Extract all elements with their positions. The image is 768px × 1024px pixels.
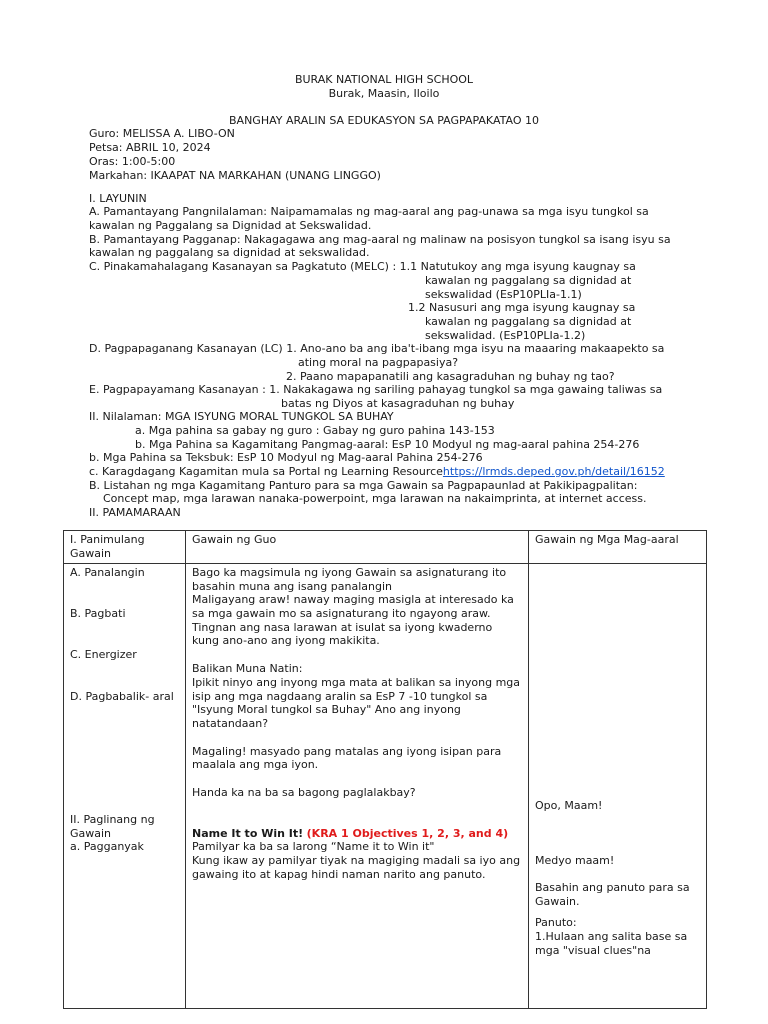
school-name: BURAK NATIONAL HIGH SCHOOL <box>294 73 474 86</box>
melc-line: kawalan ng paggalang sa dignidad at <box>425 315 632 328</box>
activity-title: Name It to Win It! (KRA 1 Objectives 1, 2, 3, and 4) <box>192 826 509 840</box>
learning-competency-line: 2. Paano mapapanatili ang kasagraduhan ng buhay ng tao? <box>286 370 615 383</box>
school-address: Burak, Maasin, Iloilo <box>328 87 440 100</box>
lesson-time: Oras: 1:00-5:00 <box>89 155 176 168</box>
performance-standard-line: B. Pamantayang Pagganap: Nakagagawa ang mag-aaral ng malinaw na posisyon tungkol sa isang isyu sa <box>89 233 671 246</box>
pamamaraan-heading: II. PAMAMARAAN <box>89 506 181 519</box>
table-header-row <box>64 531 707 564</box>
reference-line <box>89 465 665 479</box>
learning-competency-line: D. Pagpapaganang Kasanayan (LC) 1. Ano-ano ba ang iba't-ibang mga isyu na maaaring makaapekto sa <box>89 342 665 355</box>
teacher-name: Guro: MELISSA A. LIBO-ON <box>89 127 235 140</box>
melc-line: 1.2 Nasusuri ang mga isyung kaugnay sa <box>408 301 636 314</box>
melc-line: sekswalidad. (EsP10PLIa-1.2) <box>425 329 586 342</box>
phase-label: Gawain <box>70 826 112 840</box>
teacher-activity-cell: Bago ka magsimula ng iyong Gawain sa asignaturang ito basahin muna ang isang panalangin Maligayang araw! naway maging masigla at interesado ka sa mga gawain mo sa asignaturang ito ngayong araw. Tingnan ang nasa larawan at isulat sa iyong kwaderno kung ano-ano ang iyong makikita. Balikan Muna Natin: Ipikit ninyo ang inyong mga mata at balikan sa inyong mga isip ang mga nagdaang aralin sa EsP 7 -10 tungkol sa "Isyung Moral tungkol sa Buhay" Ano ang inyong natatandaan? Magaling! masyado pang matalas ang iyong isipan para maalala ang mga iyon. Handa ka na ba sa bagong paglalakbay? Name It to Win It! (KRA 1 Objectives 1, 2, 3, and 4) Pamilyar ka ba sa larong “Name it to Win it" Kung ikaw ay pamilyar tiyak na magiging madali sa iyo ang gawaing ito at kapag hindi naman narito ang panuto. <box>186 563 529 1008</box>
table-header-cell: I. Panimulang Gawain <box>64 531 186 564</box>
activity-phase-cell <box>64 563 186 1008</box>
student-activity-cell: Opo, Maam! Medyo maam! Basahin ang panuto para sa Gawain. Panuto: 1.Hulaan ang salita base sa mga "visual clues"na <box>529 563 707 1008</box>
document-title: BANGHAY ARALIN SA EDUKASYON SA PAGPAPAKATAO 10 <box>229 114 539 127</box>
enrichment-line: batas ng Diyos at kasagraduhan ng buhay <box>281 397 515 410</box>
materials-line: Concept map, mga larawan nanaka-powerpoint, mga larawan na nakaimprinta, at internet access. <box>103 492 647 505</box>
table-header-cell: Gawain ng Mga Mag-aaral <box>529 531 707 564</box>
phase-label: A. Panalangin <box>70 565 145 579</box>
melc-line: kawalan ng paggalang sa dignidad at <box>425 274 632 287</box>
learning-resource-link[interactable]: https://lrmds.deped.gov.ph/detail/16152 <box>442 465 665 478</box>
materials-line: B. Listahan ng mga Kagamitang Panturo para sa mga Gawain sa Pagpapaunlad at Pakikipagpalitan: <box>89 479 638 492</box>
phase-label: C. Energizer <box>70 647 137 661</box>
layunin-heading: I. LAYUNIN <box>89 192 147 205</box>
content-standard-line: kawalan ng Paggalang sa Dignidad at Sekswalidad. <box>89 219 372 232</box>
enrichment-line: E. Pagpapayamang Kasanayan : 1. Nakakagawa ng sariling pahayag tungkol sa mga gawaing taliwas sa <box>89 383 663 396</box>
reference-line: b. Mga Pahina sa Teksbuk: EsP 10 Modyul ng Mag-aaral Pahina 254-276 <box>89 451 483 464</box>
lesson-date: Petsa: ABRIL 10, 2024 <box>89 141 211 154</box>
phase-label: a. Pagganyak <box>70 839 144 853</box>
reference-line: a. Mga pahina sa gabay ng guro : Gabay ng guro pahina 143-153 <box>135 424 495 437</box>
phase-label: D. Pagbabalik- aral <box>70 689 174 703</box>
table-header-cell: Gawain ng Guo <box>186 531 529 564</box>
performance-standard-line: kawalan ng paggalang sa dignidad at sekswalidad. <box>89 246 370 259</box>
procedure-table <box>63 530 707 1009</box>
table-row <box>64 563 707 1008</box>
phase-label: B. Pagbati <box>70 606 126 620</box>
nilalaman-heading: II. Nilalaman: MGA ISYUNG MORAL TUNGKOL SA BUHAY <box>89 410 394 423</box>
learning-resource-text: c. Karagdagang Kagamitan mula sa Portal ng Learning Resource <box>89 465 443 478</box>
phase-label: II. Paglinang ng <box>70 812 155 826</box>
grading-period: Markahan: IKAAPAT NA MARKAHAN (UNANG LINGGO) <box>89 169 381 182</box>
melc-line: C. Pinakamahalagang Kasanayan sa Pagkatuto (MELC) : 1.1 Natutukoy ang mga isyung kaugnay sa <box>89 260 636 273</box>
kra-objectives: (KRA 1 Objectives 1, 2, 3, and 4) <box>306 826 509 840</box>
melc-line: sekswalidad (EsP10PLIa-1.1) <box>425 288 582 301</box>
learning-competency-line: ating moral na pagpapasiya? <box>298 356 459 369</box>
reference-line: b. Mga Pahina sa Kagamitang Pangmag-aaral: EsP 10 Modyul ng mag-aaral pahina 254-276 <box>135 438 640 451</box>
content-standard-line: A. Pamantayang Pangnilalaman: Naipamamalas ng mag-aaral ang pag-unawa sa mga isyu tungkol sa <box>89 205 649 218</box>
